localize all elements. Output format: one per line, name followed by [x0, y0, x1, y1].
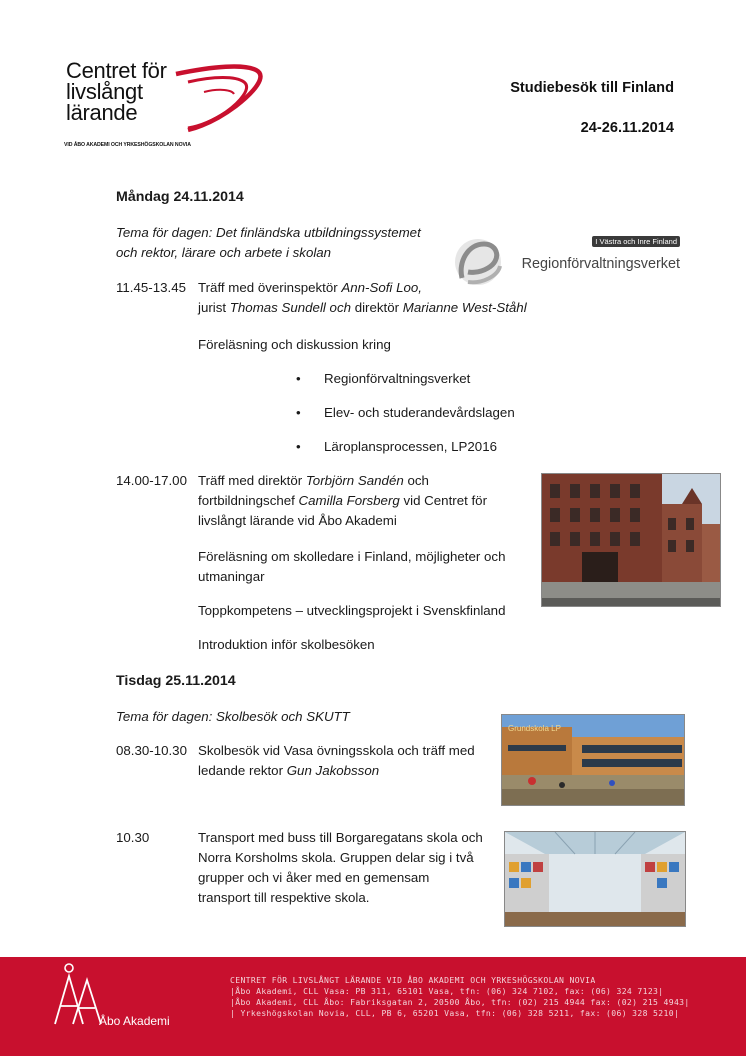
logo-subtitle: VID ÅBO AKADEMI OCH YRKESHÖGSKOLAN NOVIA	[64, 142, 191, 148]
tuesday-theme: Tema för dagen: Skolbesök och SKUTT	[116, 709, 350, 724]
tuesday-entry-2-time: 10.30	[116, 830, 150, 845]
footer-line: |Åbo Akademi, CLL Åbo: Fabriksgatan 2, 20500 Åbo, tfn: (02) 215 4944 fax: (02) 215 4943|	[230, 997, 690, 1007]
monday-theme-1: Tema för dagen: Det finländska utbildningssystemet	[116, 225, 421, 240]
logo-swoosh-icon	[174, 62, 270, 134]
photo-atrium	[504, 831, 686, 927]
bullet-text: Regionförvaltningsverket	[324, 371, 471, 386]
text: Träff med direktör	[198, 473, 303, 488]
abo-akademi-emblem-icon	[52, 962, 104, 1026]
person-name: Gun Jakobsson	[286, 762, 380, 778]
bullet-item	[300, 437, 497, 457]
text: jurist	[198, 299, 227, 315]
text: Skolbesök vid Vasa övningsskola och träff med	[198, 743, 475, 758]
bullet-item	[300, 369, 470, 389]
document-title: Studiebesök till Finland	[510, 80, 674, 96]
tuesday-heading: Tisdag 25.11.2014	[116, 673, 236, 689]
footer-line: | Yrkeshögskolan Novia, CLL, PB 6, 65201 Vasa, tfn: (06) 328 5211, fax: (06) 328 5210|	[230, 1008, 680, 1018]
monday-lecture-2	[198, 547, 505, 587]
text: och	[407, 473, 429, 488]
person-name: Ann-Sofi Loo,	[341, 280, 422, 295]
text: ledande rektor	[198, 762, 284, 778]
text: transport till respektive skola.	[198, 889, 370, 905]
monday-entry-1	[116, 278, 556, 318]
monday-theme-2: och rektor, lärare och arbete i skolan	[116, 245, 332, 260]
text: Norra Korsholms skola. Gruppen delar sig i två	[198, 849, 474, 865]
monday-entry-2	[116, 471, 526, 531]
person-name: Thomas Sundell och	[229, 299, 351, 315]
tuesday-entry-1-time: 08.30-10.30	[116, 743, 187, 758]
text: livslångt lärande vid Åbo Akademi	[198, 512, 397, 528]
monday-entry-1-time: 11.45-13.45	[116, 280, 186, 295]
brick-building-image	[542, 474, 720, 606]
monday-entry-2-time: 14.00-17.00	[116, 473, 187, 488]
rfv-name: Regionförvaltningsverket	[521, 256, 680, 272]
person-name: Torbjörn Sandén	[305, 473, 404, 488]
logo-line-3: lärande	[66, 100, 138, 125]
bullet-text: Elev- och studerandevårdslagen	[324, 405, 515, 420]
bullet-text: Läroplansprocessen, LP2016	[324, 439, 497, 454]
monday-topp: Toppkompetens – utvecklingsprojekt i Svenskfinland	[198, 603, 506, 618]
text: direktör	[354, 299, 400, 315]
cll-logo	[66, 60, 266, 152]
text: Transport med buss till Borgaregatans skola och	[198, 830, 483, 845]
logo-line-1: Centret för	[66, 58, 167, 83]
footer-address	[230, 975, 690, 1019]
person-name: Camilla Forsberg	[298, 492, 400, 508]
text: grupper och vi åker med en gemensam	[198, 869, 430, 885]
monday-intro: Introduktion inför skolbesöken	[198, 637, 375, 652]
school-sign: Grundskola LP	[508, 724, 561, 733]
monday-lecture: Föreläsning och diskussion kring	[198, 337, 391, 352]
footer-brand: Åbo Akademi	[99, 1014, 170, 1028]
monday-heading: Måndag 24.11.2014	[116, 189, 244, 205]
tuesday-entry-2	[116, 828, 516, 908]
photo-brick-building	[541, 473, 721, 607]
rfv-tag: I Västra och Inre Finland	[592, 236, 680, 247]
document-dates: 24-26.11.2014	[580, 120, 674, 136]
atrium-image	[505, 832, 685, 926]
bullet-item	[300, 403, 515, 423]
text: Träff med överinspektör	[198, 280, 338, 295]
text: fortbildningschef	[198, 492, 295, 508]
footer-line: |Åbo Akademi, CLL Vasa: PB 311, 65101 Vasa, tfn: (06) 324 7102, fax: (06) 324 7123|	[230, 986, 664, 996]
person-name: Marianne West-Ståhl	[402, 299, 527, 315]
text: Föreläsning om skolledare i Finland, möjligheter och	[198, 549, 506, 564]
tuesday-entry-1	[116, 741, 516, 781]
text: vid Centret för	[403, 492, 487, 508]
logo-line-2: livslångt	[66, 79, 143, 104]
photo-schoolyard	[501, 714, 685, 806]
footer-line: CENTRET FÖR LIVSLÅNGT LÄRANDE VID ÅBO AKADEMI OCH YRKESHÖGSKOLAN NOVIA	[230, 975, 596, 985]
text: utmaningar	[198, 568, 265, 584]
